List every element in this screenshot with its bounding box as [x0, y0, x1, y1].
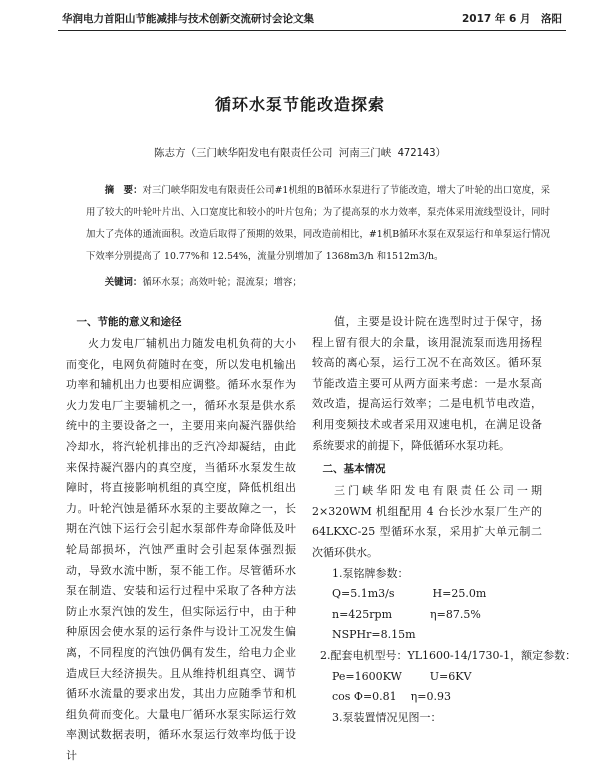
list-item: 2.配套电机型号：YL1600-14/1730-1，额定参数：: [320, 648, 577, 662]
body-paragraph: 火力发电厂辅机出力随发电机负荷的大小而变化，电网负荷随时在变，所以发电机输出功率和辅机出力也要相应调整。循环水泵作为火力发电厂主要辅机之一，循环水泵是供水系统中的主要设备之一，主要用来向凝汽器供给冷却水，将汽轮机排出的乏汽冷却凝结，由此来保持凝汽器内的真空度，当循环水泵发生故障时，将直接影响机组的真空度，降低机组出力。叶轮汽蚀是循环水泵的主要故障之一，长期在汽蚀下运行会引起水泵部件寿命降低及叶轮局部损坏，汽蚀严重时会引起泵体强烈振动，导致水流中断，泵不能工作。尽管循环水泵在制造、安装和运行过程中采取了各种方法防止水泵汽蚀的发生，但实际运行中，由于种种原因会使水泵的运行条件与设计工况发生偏离，不同程度的汽蚀仍偶有发生，给电力企业造成巨大经济损失。且从维持机组真空、调节循环水流量的要求出发，其出力应随季节和机组负荷而变化。大量电厂循环水泵实际运行效率测试数据表明，循环水泵运行效率均低于设计: [66, 337, 296, 762]
spec-flow: Q=5.1m3/s: [332, 587, 395, 601]
spec-npsh: NSPHr=8.15m: [332, 628, 416, 642]
spec-efficiency: η=87.5%: [430, 607, 481, 621]
list-item: 1.泵铭牌参数：: [332, 566, 409, 580]
header-rule: [58, 30, 566, 31]
list-item: 3.泵装置情况见图一：: [332, 710, 442, 724]
abstract: [86, 180, 550, 268]
body-paragraph: 值，主要是设计院在选型时过于保守，扬程上留有很大的余量，该用混流泵而选用扬程较高的离心泵，运行工况不在高效区。循环泵节能改造主要可从两方面来考虑：一是水泵高效改造，提高运行效率；二是电机节电改造，利用变频技术或者采用双速电机，在满足设备系统要求的前提下，降低循环水泵功耗。: [312, 315, 542, 452]
spec-head: H=25.0m: [432, 587, 487, 601]
spec-power-factor: cos Φ=0.81: [332, 690, 397, 704]
spec-row: [312, 667, 542, 688]
spec-row: [312, 605, 542, 626]
right-column: [312, 312, 577, 728]
section-heading-2: 二、基本情况: [322, 463, 386, 476]
section-heading-1: 一、节能的意义和途径: [76, 316, 182, 328]
spec-power: Pe=1600KW: [332, 669, 402, 683]
spec-speed: n=425rpm: [332, 607, 393, 621]
journal-title: 华润电力首阳山节能减排与技术创新交流研讨会论文集: [62, 13, 314, 25]
keywords-label: 关键词：: [104, 277, 143, 288]
spec-voltage: U=6KV: [429, 669, 472, 683]
spec-row: [312, 625, 542, 646]
spec-motor-efficiency: η=0.93: [410, 690, 451, 704]
keywords-text: 循环水泵；高效叶轮；混流泵；增容；: [142, 277, 302, 288]
running-header: [62, 11, 562, 27]
issue-date-place: 2017 年 6 月 洛阳: [462, 13, 562, 25]
article-title: 循环水泵节能改造探索: [214, 95, 385, 114]
body-paragraph: 三门峡华阳发电有限责任公司一期2×320WM 机组配用 4 台长沙水泵厂生产的64LKXC-25 型循环水泵，采用扩大单元制二次循环供水。: [312, 484, 542, 559]
spec-row: [312, 584, 542, 605]
abstract-label: 摘 要：: [104, 185, 143, 196]
spec-row: [312, 687, 542, 708]
keywords: [86, 272, 550, 294]
abstract-text: 对三门峡华阳发电有限责任公司#1机组的B循环水泵进行了节能改造，增大了叶轮的出口宽度，采用了较大的叶轮叶片出、入口宽度比和较小的叶片包角；为了提高泵的水力效率，泵壳体采用流线型设计，同时加大了壳体的通流面积。改造后取得了预期的效果，同改造前相比，#1机B循环水泵在双泵运行和单泵运行情况下效率分别提高了 10.77%和 12.54%，流量分别增加了 1368m3/h 和1512m3/h。: [86, 185, 550, 262]
author-affiliation: 陈志方（三门峡华阳发电有限责任公司 河南三门峡 472143）: [153, 147, 447, 159]
left-column: [66, 312, 296, 766]
